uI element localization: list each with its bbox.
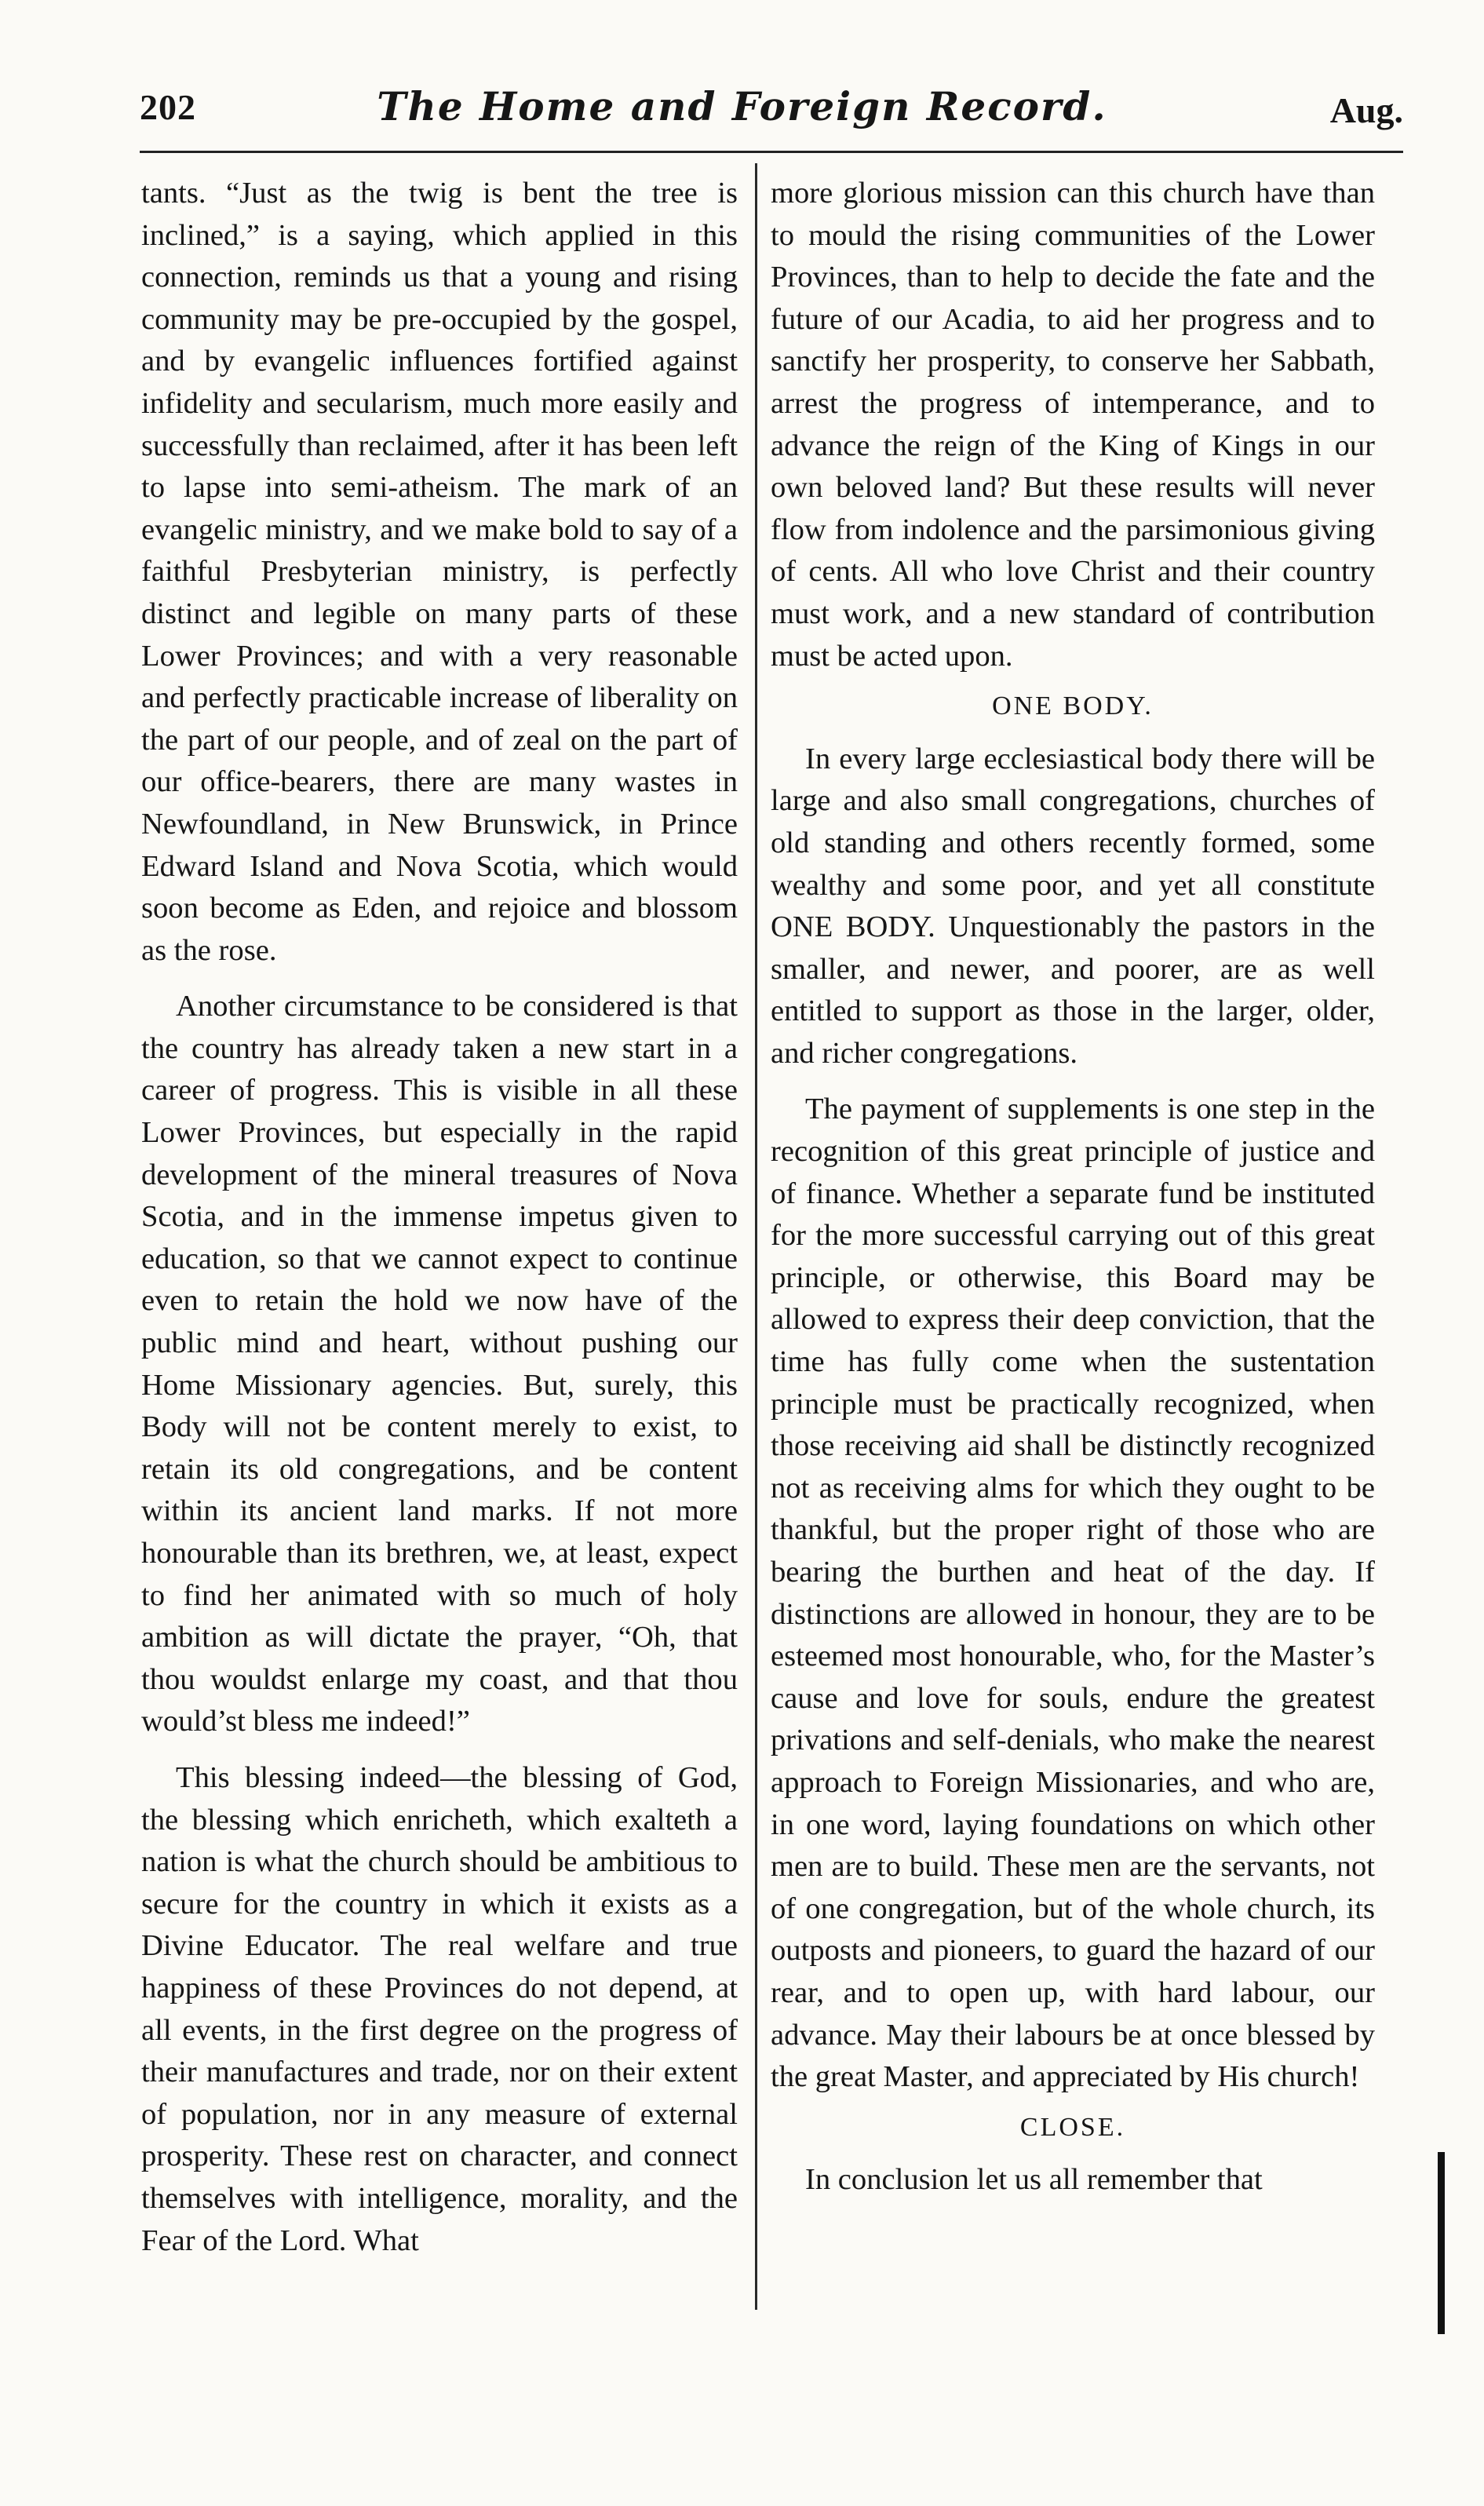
left-paragraph-1: tants. “Just as the twig is bent the tree is inclined,” is a saying, which applied in this connection, reminds us that a young and rising community may be pre-occupied by the gospel, and by evangelic influences fortified against infidelity and secularism, much more easily and successfully than reclaimed, after it has been left to lapse into semi-atheism. The mark of an evangelic ministry, and we make bold to say of a faithful Presbyterian ministry, is perfectly distinct and legible on many parts of these Lower Provinces; and with a very reasonable and perfectly practicable increase of liberality on the part of our people, and of zeal on the part of our office-bearers, there are many wastes in Newfoundland, in New Brunswick, in Prince Edward Island and Nova Scotia, which would soon become as Eden, and rejoice and blossom as the rose. <box>141 177 738 967</box>
left-column <box>141 173 738 2262</box>
right-column <box>771 173 1375 2201</box>
right-paragraph-2: In every large ecclesiastical body there will be large and also small congregations, churches of old standing and others recently formed, some wealthy and some poor, and yet all constitute ONE BODY. Unquestionably the pastors in the smaller, and newer, and poorer, are as well entitled to support as those in the larger, older, and richer congregations. <box>771 742 1375 1070</box>
column-divider <box>755 163 757 2310</box>
header-rule <box>140 151 1403 153</box>
left-paragraph-3: This blessing indeed—the blessing of God, the blessing which enricheth, which exalteth a nation is what the church should be ambitious to secure for the country in which it exists as a Divine Educator. The real welfare and true happiness of these Provinces do not depend, at all events, in the first degree on the progress of their manufactures and trade, nor on their extent of population, nor in any measure of external prosperity. These rest on character, and connect themselves with intelligence, morality, and the Fear of the Lord. What <box>141 1760 738 2257</box>
section-heading-close: CLOSE. <box>1019 2112 1126 2142</box>
right-paragraph-4: In conclusion let us all remember that <box>805 2163 1263 2197</box>
right-paragraph-3: The payment of supplements is one step in the recognition of this great principle of justice and of finance. Whether a separate fund be instituted for the more successful carrying out of this great principle, or otherwise, this Board may be allowed to express their deep conviction, that the time has fully come when the sustentation principle must be practically recognized, when those receiving aid shall be distinctly recognized not as receiving alms for which they ought to be thankful, but the proper right of those who are bearing the burthen and heat of the day. If distinctions are allowed in honour, they are to be esteemed most honourable, who, for the Master’s cause and love for souls, endure the greatest privations and self-denials, who make the nearest approach to Foreign Missionaries, and who are, in one word, laying foundations on which other men are to build. These men are the servants, not of one congregation, but of the whole church, its outposts and pioneers, to guard the hazard of our rear, and to open up, with hard labour, our advance. May their labours be at once blessed by the great Master, and appreciated by His church! <box>771 1092 1375 2094</box>
right-paragraph-1: more glorious mission can this church have than to mould the rising communities of the Lower Provinces, than to help to decide the fate and the future of our Acadia, to aid her progress and to sanctify her prosperity, to conserve her Sabbath, arrest the progress of intemperance, and to advance the reign of the King of Kings in our own beloved land? But these results will never flow from indolence and the parsimonious giving of cents. All who love Christ and their country must work, and a new standard of contribution must be acted upon. <box>771 177 1375 673</box>
margin-bar <box>1438 2152 1445 2334</box>
section-heading-one-body: ONE BODY. <box>992 691 1154 721</box>
page-number: 202 <box>140 87 196 127</box>
running-month: Aug. <box>1329 90 1403 130</box>
left-paragraph-2: Another circumstance to be considered is that the country has already taken a new start in a career of progress. This is visible in all these Lower Provinces, but especially in the rapid development of the mineral treasures of Nova Scotia, and in the immense impetus given to education, so that we cannot expect to continue even to retain the hold we now have of the public mind and heart, without pushing our Home Missionary agencies. But, surely, this Body will not be content merely to exist, to retain its old congregations, and be content within its ancient land marks. If not more honourable than its brethren, we, at least, expect to find her animated with so much of holy ambition as will dictate the prayer, “Oh, that thou wouldst enlarge my coast, and that thou would’st bless me indeed!” <box>141 990 738 1738</box>
running-title: The Home and Foreign Record. <box>377 83 1107 129</box>
